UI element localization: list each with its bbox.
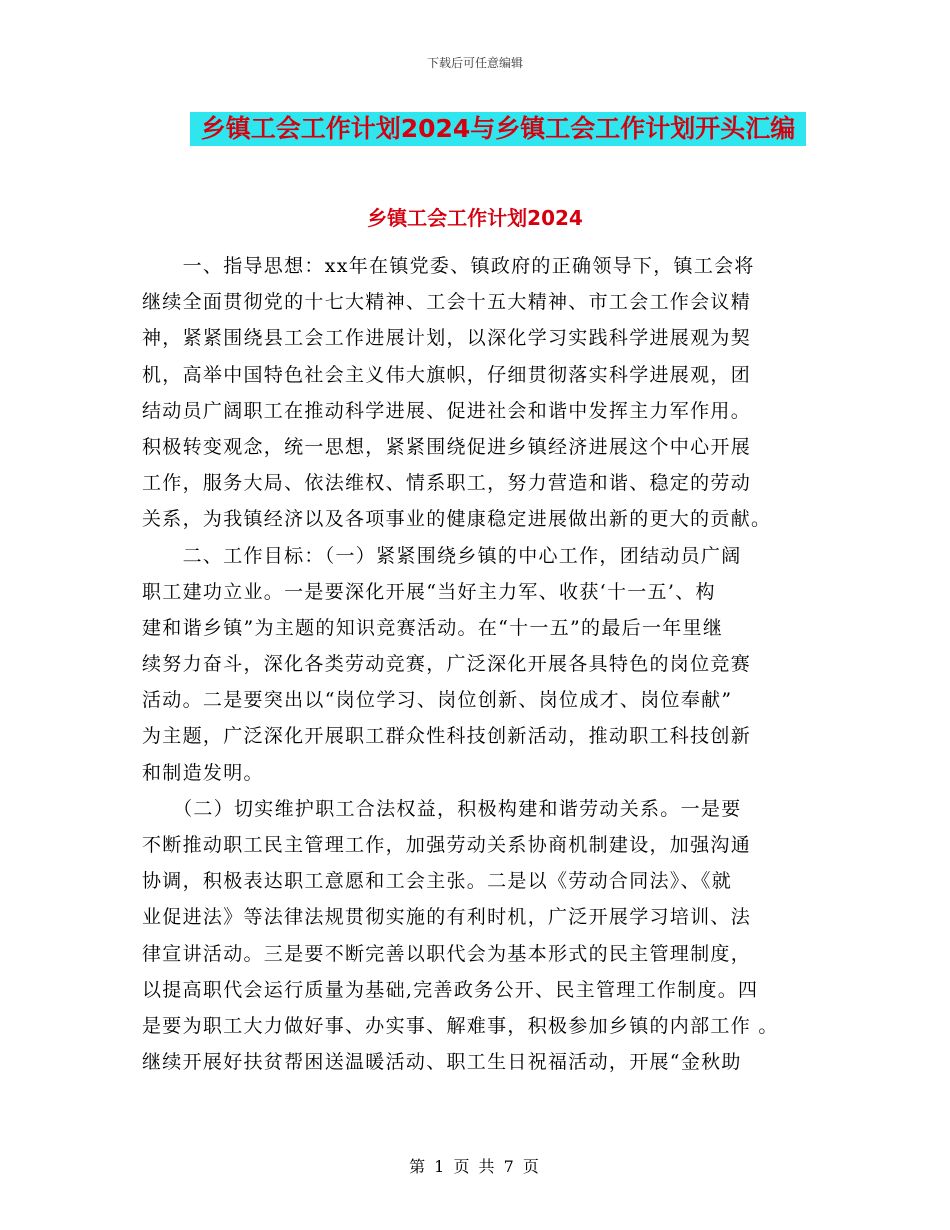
text-line: 律宣讲活动。三是要不断完善以职代会为基本形式的民主管理制度， [142, 942, 752, 965]
text-line: 和制造发明。 [142, 761, 264, 784]
text-line: 不断推动职工民主管理工作，加强劳动关系协商机制建设，加强沟通 [142, 834, 752, 856]
section-title: 乡镇工会工作计划2024 [367, 206, 583, 230]
text-line: 继续全面贯彻党的十七大精神、工会十五大精神、市工会工作会议精 [142, 291, 752, 314]
document-title: 乡镇工会工作计划2024与乡镇工会工作计划开头汇编 [190, 112, 806, 146]
text-line: 积极转变观念，统一思想，紧紧围绕促进乡镇经济进展这个中心开展 [142, 435, 752, 458]
text-line: 是要为职工大力做好事、办实事、解难事，积极参加乡镇的内部工作 。 [142, 1014, 779, 1037]
page-footer: 第 1 页 共 7 页 [409, 1157, 541, 1176]
text-line: 关系，为我镇经济以及各项事业的健康稳定进展做出新的更大的贡献。 [142, 508, 772, 531]
text-line: 工作，服务大局、依法维权、情系职工，努力营造和谐、稳定的劳动 [142, 472, 752, 495]
text-line: 建和谐乡镇”为主题的知识竞赛活动。在“十一五”的最后一年里继 [142, 616, 724, 639]
text-line: 神，紧紧围绕县工会工作进展计划，以深化学习实践科学进展观为契 [142, 327, 752, 350]
text-line: 继续开展好扶贫帮困送温暖活动、职工生日祝福活动，开展“金秋助 [142, 1051, 742, 1074]
text-line: 机，高举中国特色社会主义伟大旗帜，仔细贯彻落实科学进展观，团 [142, 363, 752, 386]
text-line: 以提高职代会运行质量为基础,完善政务公开、民主管理工作制度。四 [142, 978, 759, 1001]
body-text [142, 248, 808, 1080]
header-note: 下载后可任意编辑 [426, 56, 523, 70]
text-line: 二、工作目标：（一）紧紧围绕乡镇的中心工作，团结动员广阔 [142, 544, 742, 567]
text-line: 协调，积极表达职工意愿和工会主张。二是以《劳动合同法》、《就 [142, 870, 733, 893]
text-line: 一、指导思想：xx年在镇党委、镇政府的正确领导下，镇工会将 [142, 255, 755, 277]
text-line: 业促进法》等法律法规贯彻实施的有利时机，广泛开展学习培训、法 [142, 906, 752, 929]
text-line: 结动员广阔职工在推动科学进展、促进社会和谐中发挥主力军作用。 [142, 399, 752, 422]
text-line: 活动。二是要突出以“岗位学习、岗位创新、岗位成才、岗位奉献” [142, 689, 733, 712]
text-line: 续努力奋斗，深化各类劳动竞赛，广泛深化开展各具特色的岗位竞赛 [142, 653, 752, 676]
text-line: （二）切实维护职工合法权益，积极构建和谐劳动关系。一是要 [142, 797, 742, 820]
text-line: 职工建功立业。一是要深化开展“当好主力军、收获‘十一五’、构 [142, 580, 716, 603]
text-line: 为主题，广泛深化开展职工群众性科技创新活动，推动职工科技创新 [142, 725, 752, 748]
